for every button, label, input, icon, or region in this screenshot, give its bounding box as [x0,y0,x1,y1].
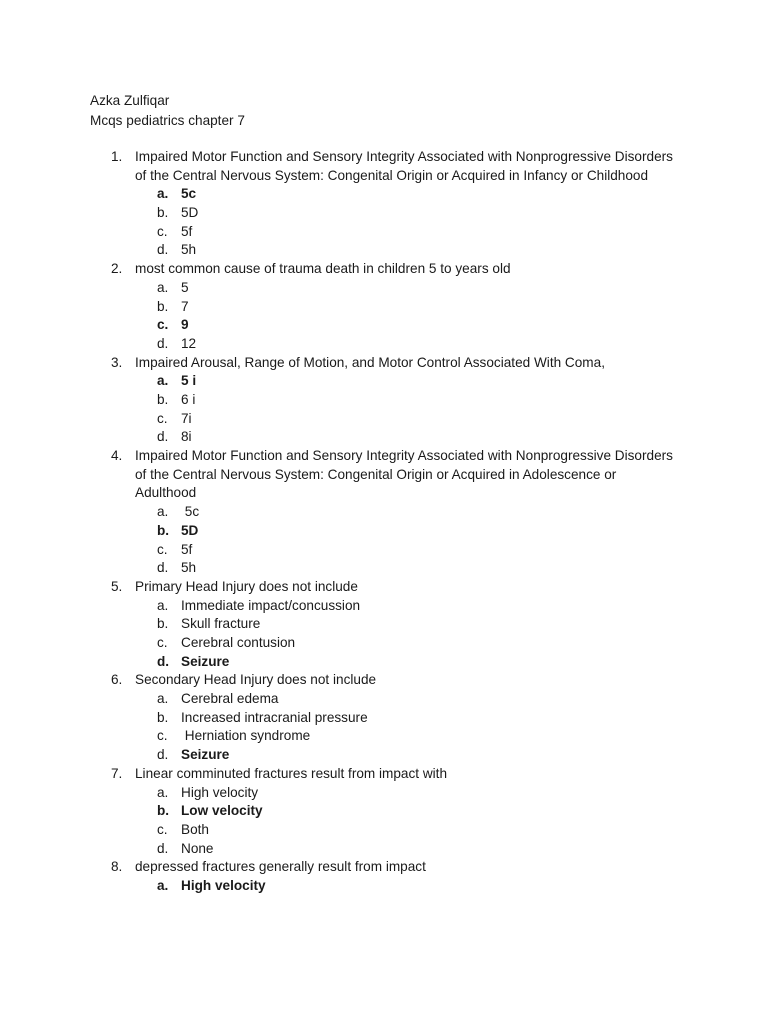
answer-option [0,615,768,634]
option-letter: d. [157,653,170,669]
answer-option [0,690,768,709]
option-text: 5f [181,223,193,239]
author-name: Azka Zulfiqar [90,93,170,108]
option-text: Low velocity [181,803,263,819]
answer-option [0,821,768,840]
question-number: 7. [111,765,123,781]
document-header [90,91,245,130]
answer-option [0,298,768,317]
question-item [0,671,768,764]
option-letter: d. [157,747,169,763]
option-letter: b. [157,298,169,314]
answer-option [0,503,768,522]
answer-option [0,223,768,242]
option-text: Immediate impact/concussion [181,597,361,613]
answer-option-correct [0,372,768,391]
question-number: 6. [111,672,123,688]
answer-option [0,410,768,429]
option-text: Cerebral contusion [181,635,296,650]
option-letter: c. [157,728,168,744]
option-text: Seizure [181,653,230,669]
question-number: 8. [111,859,123,875]
question-text: Impaired Motor Function and Sensory Integrity Associated with Nonprogressive Disorders of the Central Nervous System: Congenital Origin or Acquired in Infancy or Childhood [135,149,673,183]
answer-option [0,241,768,260]
question-number: 1. [111,149,123,164]
question-item [0,354,768,447]
option-letter: c. [157,223,168,239]
option-letter: b. [157,205,169,221]
option-letter: c. [157,317,169,333]
option-text: High velocity [181,784,259,800]
option-text: 5 i [181,373,197,389]
answer-option-correct [0,185,768,204]
option-letter: a. [157,279,169,295]
answer-option-correct [0,746,768,765]
option-letter: a. [157,784,169,800]
option-letter: a. [157,186,169,202]
answer-option [0,784,768,803]
option-text: Seizure [181,747,230,763]
option-text: 6 i [181,392,196,407]
answer-option [0,335,768,354]
option-text: 5c [181,504,200,520]
option-text: Increased intracranial pressure [181,709,368,725]
option-text: Skull fracture [181,616,261,632]
answer-option-correct [0,802,768,821]
option-letter: a. [157,691,169,707]
question-number: 3. [111,354,123,370]
question-item [0,578,768,671]
option-text: 5h [181,560,197,576]
option-text: High velocity [181,877,266,893]
option-letter: c. [157,635,168,650]
answer-option-correct [0,877,768,896]
option-text: 7 [181,298,189,314]
answer-option [0,840,768,859]
answer-option [0,559,768,578]
option-letter: b. [157,392,169,407]
option-text: 8i [181,429,192,445]
answer-option [0,204,768,223]
option-letter: d. [157,429,169,445]
option-text: 9 [181,317,189,333]
question-number: 5. [111,578,123,594]
option-letter: c. [157,541,168,557]
option-letter: c. [157,410,168,426]
option-letter: d. [157,560,169,576]
answer-option-correct [0,316,768,335]
answer-option [0,709,768,728]
option-letter: b. [157,803,170,819]
answer-option-correct [0,522,768,541]
question-list [0,148,768,896]
question-text: Linear comminuted fractures result from impact with [135,765,448,781]
option-letter: a. [157,373,169,389]
answer-option [0,428,768,447]
option-letter: a. [157,597,169,613]
answer-option [0,634,768,653]
question-text: most common cause of trauma death in children 5 to years old [135,261,511,277]
answer-option [0,541,768,560]
option-text: 5D [181,522,199,538]
option-text: 5D [181,205,199,221]
question-item [0,148,768,260]
option-letter: b. [157,616,169,632]
question-item [0,858,768,895]
option-text: 5 [181,279,189,295]
question-text: Secondary Head Injury does not include [135,672,377,688]
option-text: 5c [181,186,197,202]
question-item [0,260,768,353]
question-number: 4. [111,448,123,464]
question-text: Impaired Arousal, Range of Motion, and Motor Control Associated With Coma, [135,354,605,370]
question-item [0,765,768,858]
option-letter: d. [157,242,169,258]
option-text: Both [181,821,209,837]
answer-option [0,279,768,298]
answer-option-correct [0,653,768,672]
option-letter: d. [157,840,169,856]
option-letter: b. [157,522,170,538]
question-text: depressed fractures generally result from impact [135,859,426,875]
option-text: 5f [181,541,193,557]
option-letter: b. [157,709,169,725]
answer-option [0,391,768,410]
option-letter: d. [157,335,169,351]
document-subtitle: Mcqs pediatrics chapter 7 [90,112,245,128]
option-letter: a. [157,504,169,520]
option-text: 7i [181,410,192,426]
question-text: Impaired Motor Function and Sensory Integrity Associated with Nonprogressive Disorders of the Central Nervous System: Congenital Origin or Acquired in Adolescence or Adulthood [135,448,673,501]
question-text: Primary Head Injury does not include [135,578,358,594]
option-letter: c. [157,821,168,837]
answer-option [0,727,768,746]
option-text: 5h [181,242,197,258]
question-item [0,447,768,578]
option-text: Herniation syndrome [181,728,311,744]
answer-option [0,597,768,616]
option-letter: a. [157,877,169,893]
question-number: 2. [111,261,123,277]
option-text: 12 [181,335,197,351]
option-text: Cerebral edema [181,691,279,707]
option-text: None [181,840,214,856]
